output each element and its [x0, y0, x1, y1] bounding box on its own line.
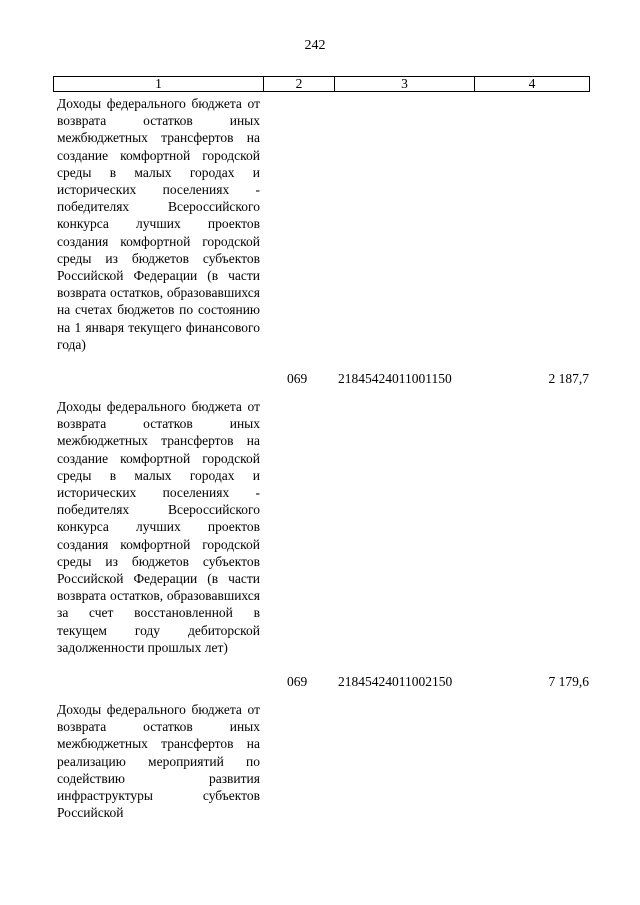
table-row	[0, 701, 640, 831]
column-header-3: 3	[335, 77, 475, 92]
row-admin-code: 069	[287, 674, 308, 689]
table-row	[0, 398, 640, 698]
row-amount: 7 179,6	[548, 674, 589, 689]
column-header-4: 4	[475, 77, 590, 92]
row-description: Доходы федерального бюджета от возврата остатков иных межбюджетных трансфертов на реализацию мероприятий по содействию развития инфраструктуры субъектов Российской	[57, 702, 260, 821]
row-admin-code: 069	[287, 371, 308, 386]
row-kbk: 21845424011002150	[338, 674, 453, 689]
table-row	[0, 95, 640, 395]
row-description: Доходы федерального бюджета от возврата остатков иных межбюджетных трансфертов на создание комфортной городской среды в малых городах и исторических поселениях - победителях Всероссийского конкурса лучших проектов создания комфортной городской среды из бюджетов субъектов Российской Федерации (в части возврата остатков, образовавшихся за счет восстановленной в текущем году дебиторской задолженности прошлых лет)	[57, 399, 260, 655]
column-header-2: 2	[264, 77, 335, 92]
row-kbk: 21845424011001150	[338, 371, 452, 386]
table-header	[53, 76, 590, 92]
column-header-1: 1	[54, 77, 264, 92]
page-number: 242	[304, 38, 326, 53]
row-description: Доходы федерального бюджета от возврата остатков иных межбюджетных трансфертов на создание комфортной городской среды в малых городах и исторических поселениях - победителях Всероссийского конкурса лучших проектов создания комфортной городской среды из бюджетов субъектов Российской Федерации (в части возврата остатков, образовавшихся на счетах бюджетов по состоянию на 1 января текущего финансового года)	[57, 96, 260, 352]
row-amount: 2 187,7	[548, 371, 589, 386]
